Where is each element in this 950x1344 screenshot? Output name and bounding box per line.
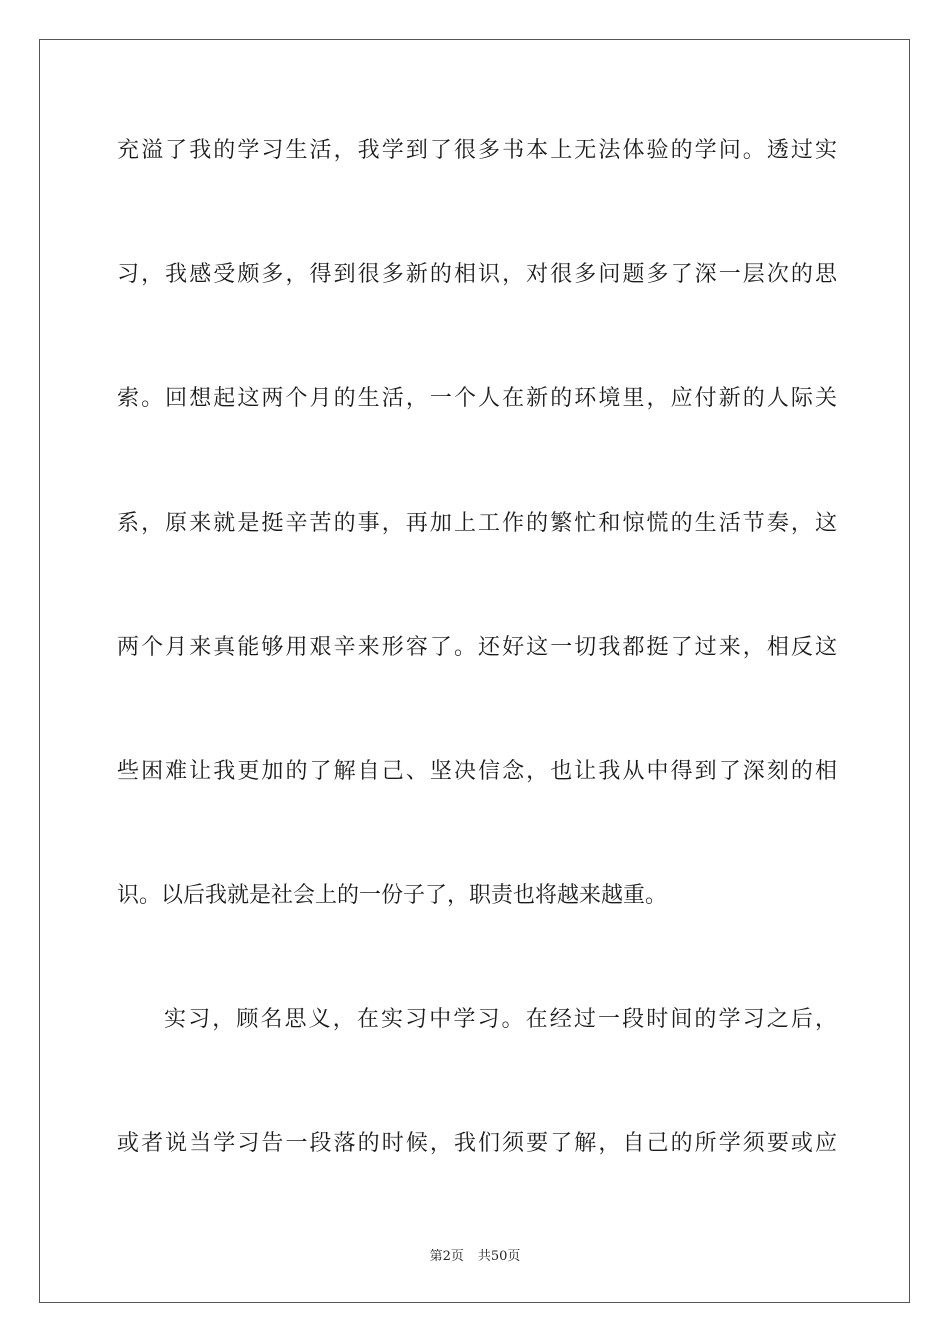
page-footer: [0, 1248, 950, 1266]
text-line-8: 实习，顾名思义，在实习中学习。在经过一段时间的学习之后，: [164, 1007, 837, 1032]
text-line-3: 索。回想起这两个月的生活，一个人在新的环境里，应付新的人际关: [117, 386, 837, 411]
text-line-4: 系，原来就是挺辛苦的事，再加上工作的繁忙和惊慌的生活节奏，这: [117, 511, 837, 536]
page-frame: [39, 39, 910, 1303]
text-line-1: 充溢了我的学习生活，我学到了很多书本上无法体验的学问。透过实: [117, 138, 837, 163]
text-line-7: 识。以后我就是社会上的一份子了，职责也将越来越重。: [117, 883, 668, 908]
page-total: 共50页: [477, 1249, 521, 1264]
text-line-6: 些困难让我更加的了解自己、坚决信念，也让我从中得到了深刻的相: [117, 759, 837, 784]
text-line-5: 两个月来真能够用艰辛来形容了。还好这一切我都挺了过来，相反这: [117, 635, 837, 660]
text-line-2: 习，我感受颇多，得到很多新的相识，对很多问题多了深一层次的思: [117, 262, 837, 287]
text-line-9: 或者说当学习告一段落的时候，我们须要了解，自己的所学须要或应: [117, 1131, 837, 1156]
page-number: 第2页: [429, 1249, 464, 1264]
